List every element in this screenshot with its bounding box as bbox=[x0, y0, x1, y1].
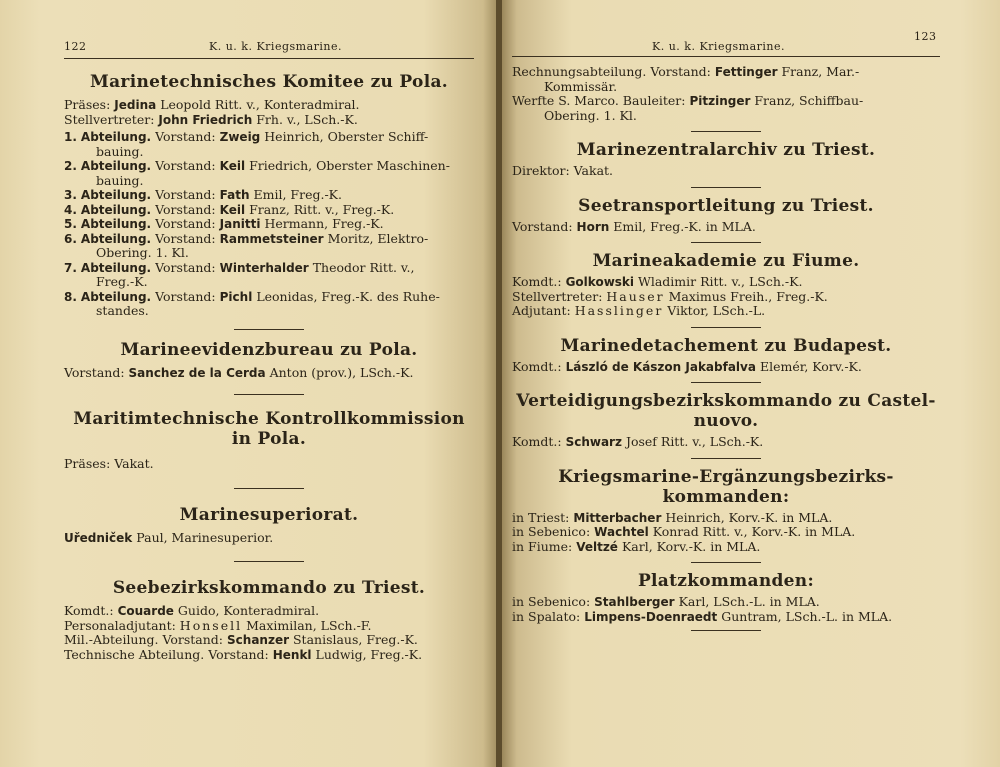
section-title: Kriegsmarine-Ergänzungsbezirks- bbox=[558, 466, 894, 487]
left-header-title: K. u. k. Kriegsmarine. bbox=[209, 40, 342, 53]
department-entry-cont: bauing. bbox=[96, 172, 144, 188]
department-entry-cont: bauing. bbox=[96, 143, 144, 159]
department-entry: 4. Abteilung. Vorstand: Keil Franz, Ritt. v., Freg.-K. bbox=[64, 201, 395, 217]
entry-line: Uředniček Paul, Marinesuperior. bbox=[64, 529, 274, 545]
section-title: Marinesuperiorat. bbox=[179, 504, 359, 525]
department-list bbox=[64, 130, 474, 319]
entry-line: Mil.-Abteilung. Vorstand: Schanzer Stanislaus, Freg.-K. bbox=[64, 632, 418, 647]
entry-line: in Spalato: Limpens-Doenraedt Guntram, LSch.-L. in MLA. bbox=[512, 608, 893, 624]
section-title: Marinezentralarchiv zu Triest. bbox=[576, 140, 876, 160]
entry-line: Rechnungsabteilung. Vorstand: Fettinger Franz, Mar.- bbox=[512, 64, 860, 79]
entry-line-cont: Obering. 1. Kl. bbox=[544, 107, 637, 123]
right-page-number: 123 bbox=[914, 30, 937, 43]
section-divider bbox=[691, 327, 761, 328]
section-divider bbox=[691, 131, 761, 132]
entry-line: in Sebenico: Wachtel Konrad Ritt. v., Korv.-K. in MLA. bbox=[512, 524, 856, 539]
entry-line: Stellvertreter: Hauser Maximus Freih., Freg.-K. bbox=[512, 288, 828, 304]
section-title: Seebezirkskommando zu Triest. bbox=[112, 578, 426, 598]
section-title: Marinetechnisches Komitee zu Pola. bbox=[90, 72, 448, 92]
section-title: Marinedetachement zu Budapest. bbox=[560, 335, 892, 356]
entry-line: Vorstand: Horn Emil, Freg.-K. in MLA. bbox=[512, 218, 756, 234]
department-entry: 2. Abteilung. Vorstand: Keil Friedrich, Oberster Maschinen- bbox=[64, 158, 450, 173]
section-divider bbox=[234, 394, 304, 395]
entry-line: Adjutant: Hasslinger Viktor, LSch.-L. bbox=[512, 303, 766, 318]
section-divider bbox=[234, 329, 304, 330]
entry-line: Direktor: Vakat. bbox=[512, 163, 614, 178]
entry-line: Vorstand: Sanchez de la Cerda Anton (prov.), LSch.-K. bbox=[64, 364, 414, 380]
right-header-rule bbox=[512, 56, 940, 57]
section-divider bbox=[691, 458, 761, 459]
section-title: Maritimtechnische Kontrollkommission bbox=[73, 409, 465, 429]
section-title: Verteidigungsbezirkskommando zu Castel- bbox=[516, 391, 936, 411]
section-title: Marineevidenzbureau zu Pola. bbox=[120, 339, 418, 360]
entry-line: Werfte S. Marco. Bauleiter: Pitzinger Franz, Schiffbau- bbox=[512, 93, 864, 108]
section-title: Marineakademie zu Fiume. bbox=[592, 251, 860, 271]
entry-line: Komdt.: Golkowski Wladimir Ritt. v., LSch.-K. bbox=[512, 274, 803, 289]
section-title: Seetransportleitung zu Triest. bbox=[578, 195, 874, 216]
right-header-title: K. u. k. Kriegsmarine. bbox=[652, 40, 785, 53]
right-content bbox=[512, 65, 940, 637]
section-title: Platzkommanden: bbox=[637, 571, 815, 591]
right-page bbox=[502, 0, 1000, 767]
section-title-cont: kommanden: bbox=[662, 486, 790, 507]
department-entry: 8. Abteilung. Vorstand: Pichl Leonidas, Freg.-K. des Ruhe- bbox=[64, 288, 440, 304]
entry-line: in Sebenico: Stahlberger Karl, LSch.-L. in MLA. bbox=[512, 594, 820, 609]
section-divider bbox=[691, 242, 761, 243]
section-divider bbox=[234, 561, 304, 562]
section-divider bbox=[691, 382, 761, 383]
entry-line: Personaladjutant: Honsell Maximilan, LSch.-F. bbox=[64, 617, 372, 633]
left-page bbox=[0, 0, 498, 767]
department-entry-cont: standes. bbox=[96, 303, 149, 318]
entry-line: in Fiume: Veltzé Karl, Korv.-K. in MLA. bbox=[512, 538, 761, 554]
department-entry: 7. Abteilung. Vorstand: Winterhalder Theodor Ritt. v., bbox=[64, 259, 415, 275]
left-content bbox=[64, 72, 474, 662]
left-header-rule bbox=[64, 58, 474, 59]
section-divider bbox=[691, 630, 761, 631]
entry-line: Präses: Vakat. bbox=[64, 456, 154, 471]
left-page-number: 122 bbox=[64, 40, 87, 53]
section-divider bbox=[234, 488, 304, 489]
section-divider bbox=[691, 562, 761, 563]
entry-line: Stellvertreter: John Friedrich Frh. v., LSch.-K. bbox=[64, 111, 358, 127]
department-entry: 6. Abteilung. Vorstand: Rammetsteiner Moritz, Elektro- bbox=[64, 230, 429, 246]
entry-line: in Triest: Mitterbacher Heinrich, Korv.-K. in MLA. bbox=[512, 509, 833, 525]
entry-line: Komdt.: Couarde Guido, Konteradmiral. bbox=[64, 603, 320, 618]
section-title-cont: nuovo. bbox=[693, 411, 759, 431]
entry-line: Komdt.: Schwarz Josef Ritt. v., LSch.-K. bbox=[512, 434, 764, 449]
entry-line-cont: Kommissär. bbox=[544, 78, 618, 94]
department-entry: 3. Abteilung. Vorstand: Fath Emil, Freg.-K. bbox=[64, 187, 342, 202]
department-entry-cont: Obering. 1. Kl. bbox=[96, 245, 189, 260]
entry-line: Komdt.: László de Kászon Jakabfalva Elemér, Korv.-K. bbox=[512, 358, 862, 374]
department-entry: 1. Abteilung. Vorstand: Zweig Heinrich, Oberster Schiff- bbox=[64, 129, 429, 144]
section-title-cont: in Pola. bbox=[231, 429, 307, 449]
entry-line: Technische Abteilung. Vorstand: Henkl Ludwig, Freg.-K. bbox=[64, 646, 423, 662]
department-entry-cont: Freg.-K. bbox=[96, 274, 148, 289]
department-entry: 5. Abteilung. Vorstand: Janitti Hermann, Freg.-K. bbox=[64, 216, 384, 231]
entry-line: Präses: Jedina Leopold Ritt. v., Konteradmiral. bbox=[64, 97, 360, 112]
section-divider bbox=[691, 187, 761, 188]
